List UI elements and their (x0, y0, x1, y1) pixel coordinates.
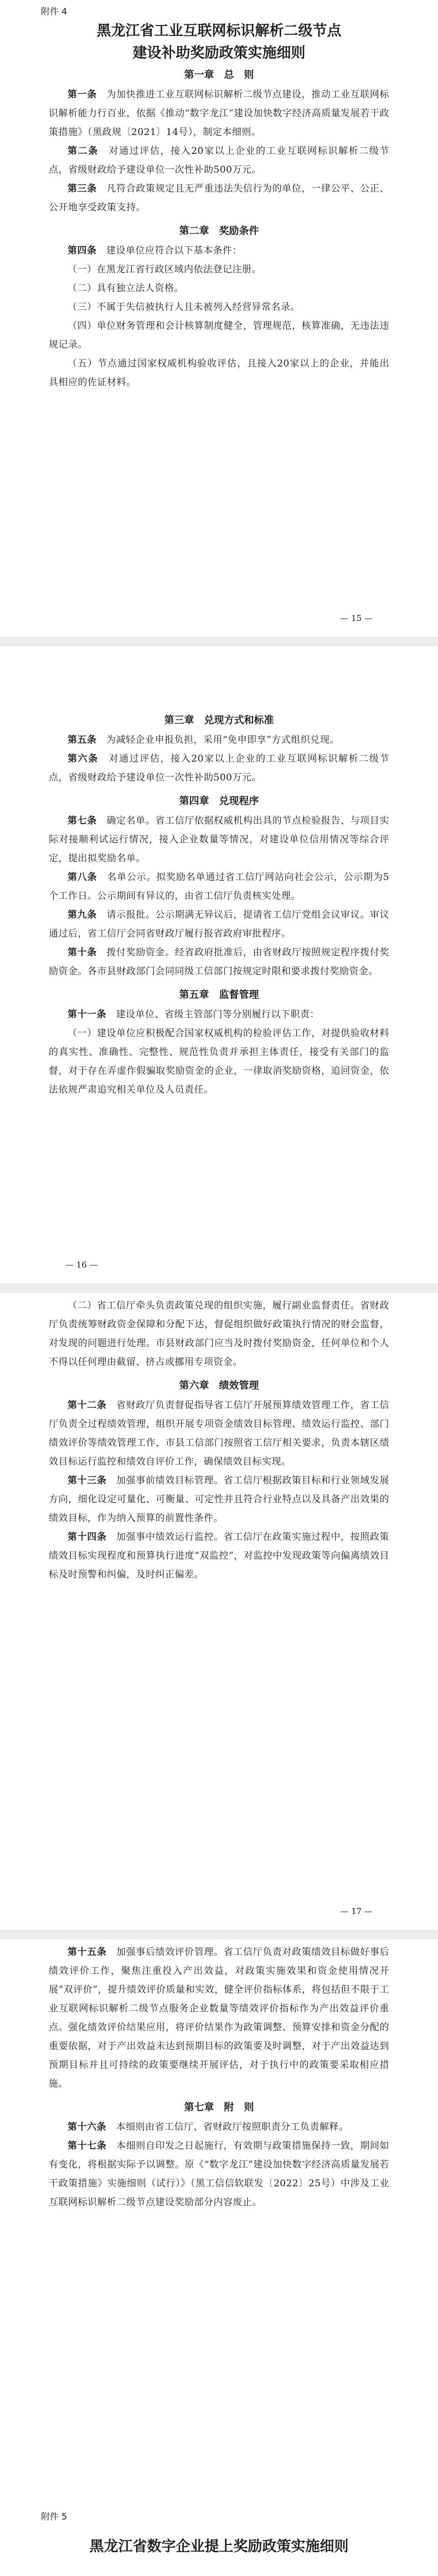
document-page-2 (0, 646, 438, 1283)
article-number: 第十五条 (68, 1947, 107, 1958)
article-number: 第十三条 (68, 1475, 107, 1486)
article-paragraph (49, 179, 389, 217)
article-text: 省财政厅负责督促指导省工信厅开展预算绩效管理工作，省工信厅负责全过程绩效管理，组织开展专项资金绩效目标管理、绩效运行监控、部门绩效评价等绩效管理工作，市县工信部门按照省工信厅相关要求，负责本辖区绩效目标运行监控和绩效自评价工作，确保绩效目标实现。 (49, 1400, 389, 1467)
article-number: 第十一条 (68, 1009, 106, 1020)
page-number: — 15 — (340, 613, 373, 623)
chapter-heading: 第六章 绩效管理 (179, 1380, 259, 1392)
list-item: （五）节点通过国家权威机构验收评估，且接入20家以上的企业，并能出具相应的佐证材料。 (49, 358, 389, 388)
article-paragraph (49, 2137, 389, 2212)
article-number: 第三条 (68, 183, 97, 194)
document-page-1 (0, 0, 438, 637)
chapter-heading: 第一章 总 则 (184, 69, 254, 81)
article-number: 第八条 (68, 872, 97, 883)
article-paragraph (49, 811, 389, 868)
attachment-label: 附件 4 (41, 6, 68, 17)
article-text: 加强事前绩效目标管理。省工信厅根据政策目标和行业领域发展方向，细化设定可量化、可衡量、可定性并且符合行业特点以及具备产出效果的绩效目标，作为纳入预算的前置性条件。 (49, 1475, 389, 1524)
article-number: 第七条 (68, 815, 97, 826)
article-number: 第十条 (68, 947, 97, 958)
article-paragraph (49, 731, 389, 749)
chapter-heading: 第四章 兑现程序 (179, 795, 259, 807)
article-number: 第六条 (68, 753, 99, 764)
page-number: — 16 — (65, 1260, 98, 1270)
article-paragraph (49, 943, 389, 981)
article-paragraph (49, 1005, 389, 1024)
article-number: 第九条 (68, 909, 97, 920)
article-number: 第二条 (68, 146, 99, 157)
article-paragraph (49, 1471, 389, 1528)
document-page-3 (0, 1293, 438, 1930)
article-text: 为加快推进工业互联网标识解析二级节点建设，推动工业互联网标识解析能力行百业，依据《推动“数字龙江”建设加快数字经济高质量发展若干政策措施》（黑政规〔2021〕14号），制定本细则。 (49, 89, 389, 138)
article-paragraph (49, 1528, 389, 1584)
article-text: 为减轻企业申报负担，采用“免申即享”方式组织兑现。 (106, 734, 339, 746)
article-text: 名单公示。拟奖励名单通过省工信厅网站向社会公示，公示期为5个工作日。公示期间有异议的，由省工信厅负责核实处理。 (49, 872, 390, 902)
article-paragraph (49, 868, 389, 906)
article-paragraph (49, 85, 389, 142)
list-item: （四）单位财务管理和会计核算制度健全，管理规范，核算准确，无违法违规记录。 (49, 320, 389, 350)
article-paragraph (49, 1943, 389, 2093)
article-paragraph (49, 142, 389, 179)
article-paragraph (49, 241, 389, 260)
article-text: 加强事中绩效运行监控。省工信厅在政策实施过程中，按照政策绩效目标实现程度和预算执行进度“双监控”，对监控中发现政策等向偏离绩效目标及时预警和纠偏，及时纠正偏差。 (49, 1532, 389, 1580)
article-text: 建设单位、省级主管部门等分别履行以下职责： (116, 1009, 320, 1020)
article-paragraph (49, 2118, 389, 2137)
article-number: 第十六条 (68, 2122, 106, 2133)
article-text: 确定名单。省工信厅依据权威机构出具的节点检验报告、与项目实际对接顺利试运行情况，接入企业数量等情况，对建设单位信用情况等综合评定，提出拟奖励名单。 (49, 815, 389, 864)
chapter-heading: 第五章 监督管理 (179, 989, 259, 1001)
article-text: 本细则自印发之日起施行，有效期与政策措施保持一致，期间如有变化，将根据实际予以调整。原《“数字龙江”建设加快数字经济高质量发展若干政策措施》实施细则（试行）》（黑工信信软联发〔2022〕25号）中涉及工业互联网标识解析二级节点建设奖励部分内容废止。 (49, 2140, 389, 2208)
article-number: 第五条 (68, 734, 97, 746)
article-text: 凡符合政策规定且无严重违法失信行为的单位，一律公平、公正、公开地享受政策支持。 (49, 183, 389, 213)
article-number: 第十七条 (68, 2140, 107, 2151)
page-number: — 17 — (340, 1906, 373, 1916)
article-text: 建设单位应符合以下基本条件： (106, 245, 242, 256)
article-text: 请示报批。公示期满无异议后，提请省工信厅党组会议审议。审议通过后，省工信厅会同省财政厅履行报省政府审批程序。 (49, 909, 389, 939)
next-attachment-label: 附件 5 (41, 2511, 68, 2522)
list-item: （二）省工信厅牵头负责政策兑现的组织实施，履行副业监督责任。省财政厅负责统筹财政资金保障和分配下达，督促组织做好政策执行情况的财会监督，对发现的问题进行处理。市县财政部门应当及时拨付奖励资金，任何单位和个人不得以任何理由截留、挤占或挪用专项资金。 (49, 1300, 389, 1368)
article-text: 加强事后绩效评价管理。省工信厅负责对政策绩效目标做好事后绩效评价工作，聚焦注重投入产出效益，对政策实施效果和资金使用情况开展“双评价”，提升绩效评价质量和实效，健全评价指标体系，将包括但不限于工业互联网标识解析二级节点服务企业数量等绩效评价指标作为产出效益评价重点。强化绩效评价结果应用，将评价结果作为政策调整、预算安排和资金分配的重要依据，对于产出效益未达到预期目标的政策要及时调整，对于产出效益达到预期目标并且可持续的政策要继续开展评估，对于执行中的政策要采取相应措施。 (49, 1947, 389, 2089)
list-item: （一）建设单位应积极配合国家权威机构的检验评估工作，对提供验收材料的真实性、准确性、完整性、规范性负责并承担主体责任，接受有关部门的监督，对于存在弄虚作假骗取奖励资金的企业，一律取消奖励资格，追回资金，依法依规严肃追究相关单位及人员责任。 (49, 1028, 389, 1095)
article-paragraph (49, 749, 389, 787)
list-item: （二）具有独立法人资格。 (68, 283, 184, 294)
chapter-heading: 第三章 兑现方式和标准 (164, 715, 274, 726)
article-text: 本细则由省工信厅、省财政厅按照职责分工负责解释。 (116, 2122, 349, 2133)
article-number: 第四条 (68, 245, 97, 256)
document-title-line1: 黑龙江省工业互联网标识解析二级节点 (96, 23, 342, 39)
article-number: 第一条 (68, 89, 97, 100)
article-number: 第十四条 (68, 1532, 107, 1543)
article-paragraph (49, 906, 389, 943)
article-number: 第十二条 (68, 1400, 107, 1411)
document-page-4 (0, 1939, 438, 2576)
article-text: 对通过评估，接入20家以上企业的工业互联网标识解析二级节点，省级财政给予建设单位一次性补助500万元。 (49, 753, 390, 783)
article-text: 拨付奖励资金。经省政府批准后，由省财政厅按照规定程序拨付奖励资金。各市县财政部门会同同级工信部门按规定时限和要求拨付奖励资金。 (49, 947, 389, 977)
chapter-heading: 第二章 奖励条件 (179, 225, 259, 237)
list-item: （一）在黑龙江省行政区域内依法登记注册。 (68, 264, 261, 275)
document-title-line2: 建设补助奖励政策实施细则 (132, 45, 306, 61)
chapter-heading: 第七章 附 则 (184, 2102, 254, 2113)
next-document-title: 黑龙江省数字企业提上奖励政策实施细则 (89, 2538, 349, 2555)
article-text: 对通过评估，接入20家以上企业的工业互联网标识解析二级节点，省级财政给予建设单位一次性补助500万元。 (49, 146, 390, 175)
list-item: （三）不属于失信被执行人且未被列入经营异常名录。 (68, 302, 300, 313)
article-paragraph (49, 1396, 389, 1471)
